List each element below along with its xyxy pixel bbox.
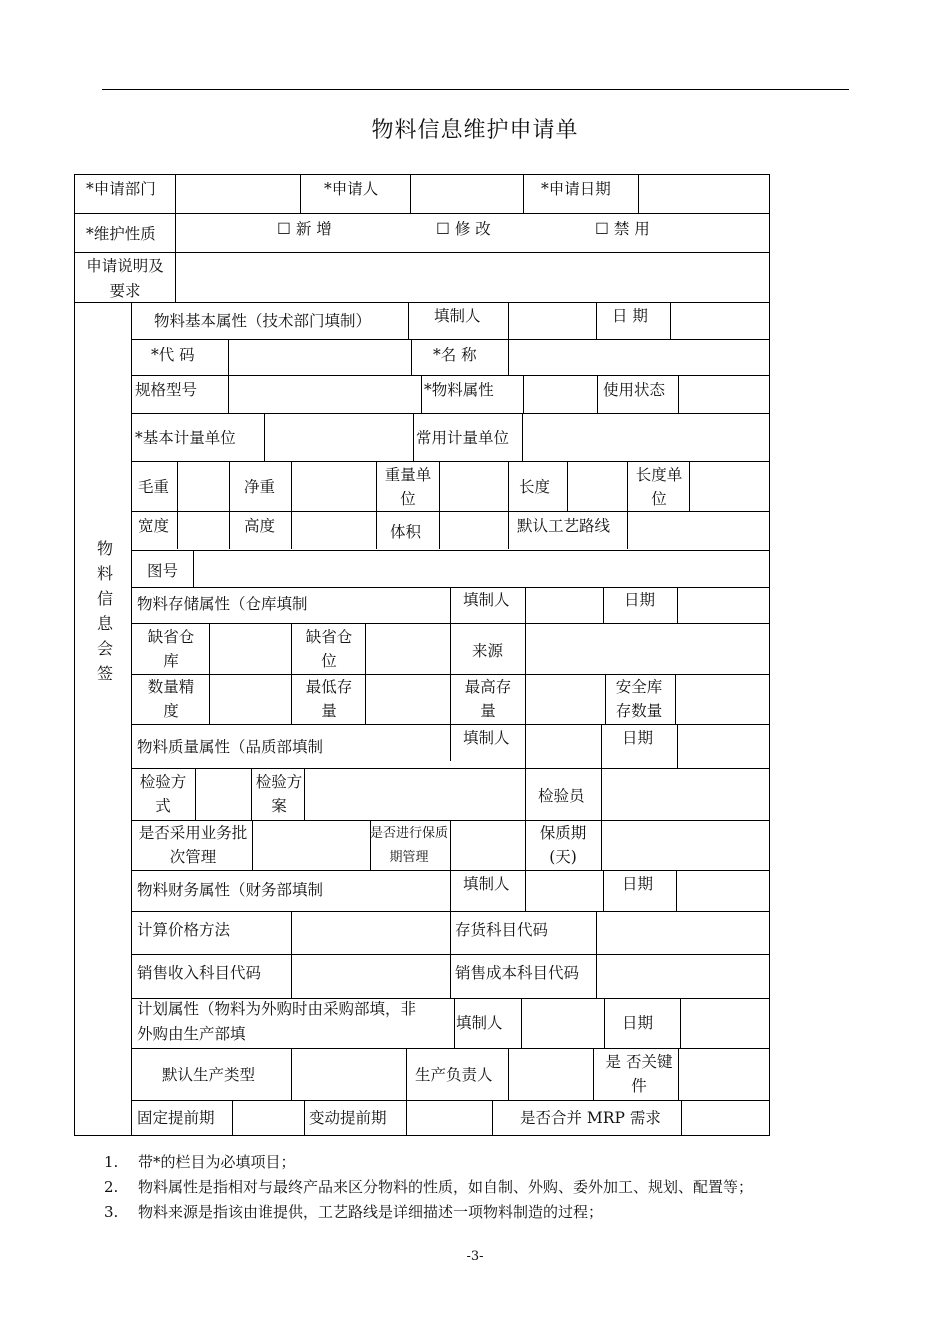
rule <box>131 1048 770 1049</box>
variable-lead-label: 变动提前期 <box>309 1109 387 1127</box>
rule <box>251 768 252 820</box>
rule <box>439 461 440 549</box>
apply-date-label: *申请日期 <box>541 180 611 198</box>
base-unit-label: *基本计量单位 <box>135 429 236 447</box>
rule <box>454 998 455 1048</box>
rule <box>304 1100 305 1135</box>
storage-date-label: 日期 <box>624 591 656 609</box>
key-part-label: 是 否关键件 <box>605 1053 673 1095</box>
weight-unit-label: 重量单位 <box>384 466 432 508</box>
rule <box>291 623 292 724</box>
rule <box>508 461 509 549</box>
rule <box>304 768 305 820</box>
rule <box>291 1048 292 1100</box>
net-weight-label: 净重 <box>244 478 276 496</box>
storage-header: 物料存储属性（仓库填制 <box>137 595 308 613</box>
shelf-mgmt-label: 是否进行保质期管理 <box>370 826 449 865</box>
note-text: 物料来源是指该由谁提供，工艺路线是详细描述一项物料制造的过程； <box>138 1203 604 1221</box>
basic-date-label: 日 期 <box>612 307 648 325</box>
rule <box>252 820 253 870</box>
code-label: *代 码 <box>151 346 195 364</box>
rule <box>525 768 526 870</box>
rule <box>411 339 412 375</box>
rule <box>229 461 230 549</box>
rule <box>523 375 524 413</box>
rule <box>492 1100 493 1135</box>
rule <box>605 674 606 724</box>
rule <box>603 870 604 911</box>
note-number: 1. <box>104 1153 119 1171</box>
rule <box>291 911 292 998</box>
storage-filler-label: 填制人 <box>463 591 510 609</box>
rule <box>567 461 568 511</box>
rule <box>678 1048 679 1100</box>
rule <box>131 413 770 414</box>
rule <box>410 174 411 213</box>
quality-date-label: 日期 <box>622 729 654 747</box>
shelf-life-label: 保质期(天) <box>539 824 587 866</box>
planning-date-label: 日期 <box>622 1014 654 1032</box>
rule <box>291 461 292 549</box>
fixed-lead-label: 固定提前期 <box>137 1109 215 1127</box>
rule <box>508 339 509 375</box>
rule <box>365 623 366 724</box>
nature-option-disable[interactable]: ☐ 禁 用 <box>595 220 650 238</box>
rule <box>193 550 194 587</box>
rule <box>521 998 522 1048</box>
note-number: 2. <box>104 1178 119 1196</box>
rule <box>525 870 526 911</box>
inspection-plan-label: 检验方案 <box>255 773 303 815</box>
rule <box>406 1048 407 1100</box>
inventory-code-label: 存货科目代码 <box>455 921 549 939</box>
rule <box>264 413 265 461</box>
drawing-no-label: 图号 <box>147 562 179 580</box>
default-warehouse-label: 缺省仓库 <box>147 628 195 670</box>
merge-mrp-label: 是否合并 MRP 需求 <box>520 1109 661 1127</box>
min-stock-label: 最低存量 <box>305 678 353 720</box>
rule <box>131 550 770 551</box>
rule <box>508 302 509 339</box>
rule <box>677 587 678 623</box>
usage-status-label: 使用状态 <box>603 381 666 399</box>
rule <box>131 461 770 462</box>
rule <box>596 302 597 339</box>
rule <box>74 252 770 253</box>
name-label: *名 称 <box>433 346 477 364</box>
sales-income-code-label: 销售收入科目代码 <box>137 964 262 982</box>
rule <box>689 461 690 511</box>
length-unit-label: 长度单位 <box>635 466 683 508</box>
quality-filler-label: 填制人 <box>463 729 510 747</box>
rule <box>601 768 602 870</box>
width-label: 宽度 <box>138 517 170 535</box>
rule <box>525 623 526 724</box>
rule <box>769 174 770 1136</box>
rule <box>627 461 628 549</box>
rule <box>195 768 196 820</box>
default-prod-type-label: 默认生产类型 <box>162 1066 256 1084</box>
rule <box>74 1135 770 1136</box>
rule <box>131 768 770 769</box>
basic-filler-label: 填制人 <box>434 307 481 325</box>
max-stock-label: 最高存量 <box>464 678 512 720</box>
rule <box>597 375 598 413</box>
prod-owner-label: 生产负责人 <box>415 1066 493 1084</box>
rule <box>413 413 414 461</box>
rule <box>406 1100 407 1135</box>
rule <box>603 587 604 623</box>
rule <box>74 302 770 303</box>
page-title: 物料信息维护申请单 <box>371 118 579 143</box>
rule <box>131 1100 770 1101</box>
rule <box>450 820 451 870</box>
finance-filler-label: 填制人 <box>463 875 510 893</box>
sales-cost-code-label: 销售成本科目代码 <box>455 964 580 982</box>
rule <box>74 174 75 1136</box>
rule <box>232 1100 233 1135</box>
quality-header: 物料质量属性（品质部填制 <box>137 738 324 756</box>
rule <box>74 213 770 214</box>
rule <box>228 339 229 375</box>
rule <box>450 587 451 761</box>
note-item <box>104 1150 753 1175</box>
planning-header-line2: 外购由生产部填 <box>137 1025 246 1043</box>
rule <box>421 375 422 413</box>
side-label: 物料信息会签 <box>96 539 113 683</box>
material-attr-label: *物料属性 <box>424 381 494 399</box>
rule <box>670 302 671 339</box>
top-rule <box>102 89 849 90</box>
rule <box>131 375 770 376</box>
pricing-method-label: 计算价格方法 <box>137 921 231 939</box>
rule <box>228 375 229 413</box>
rule <box>450 870 451 998</box>
common-unit-label: 常用计量单位 <box>416 429 510 447</box>
inspection-method-label: 检验方式 <box>139 773 187 815</box>
rule <box>676 870 677 911</box>
rule <box>675 674 676 724</box>
basic-header: 物料基本属性（技术部门填制） <box>154 312 372 330</box>
rule <box>376 461 377 549</box>
rule <box>209 623 210 724</box>
inspector-label: 检验员 <box>538 787 585 805</box>
safety-stock-label: 安全库存数量 <box>615 678 663 720</box>
default-location-label: 缺省仓位 <box>305 628 353 670</box>
finance-date-label: 日期 <box>622 875 654 893</box>
source-label: 来源 <box>472 642 504 660</box>
note-number: 3. <box>104 1203 119 1221</box>
volume-label: 体积 <box>390 523 422 541</box>
rule <box>680 998 681 1048</box>
rule <box>678 375 679 413</box>
default-route-label: 默认工艺路线 <box>517 517 611 535</box>
rule <box>74 174 770 175</box>
rule <box>681 1100 682 1135</box>
rule <box>408 302 409 339</box>
rule <box>604 998 605 1048</box>
dept-label: *申请部门 <box>86 180 156 198</box>
gross-weight-label: 毛重 <box>138 478 170 496</box>
note-text: 物料属性是指相对与最终产品来区分物料的性质，如自制、外购、委外加工、规划、配置等； <box>138 1178 754 1196</box>
planning-header-line1: 计划属性（物料为外购时由采购部填，非 <box>137 1000 417 1018</box>
page-number: -3- <box>466 1249 484 1264</box>
remark-label: 申请说明及要求 <box>86 257 164 300</box>
rule <box>638 174 639 213</box>
rule <box>525 587 526 623</box>
batch-mgmt-label: 是否采用业务批次管理 <box>138 824 248 866</box>
rule <box>175 174 176 302</box>
note-item <box>104 1175 753 1200</box>
length-label: 长度 <box>519 478 551 496</box>
rule <box>177 461 178 549</box>
rule <box>601 724 602 768</box>
rule <box>300 174 301 213</box>
finance-header: 物料财务属性（财务部填制 <box>137 881 324 899</box>
rule <box>596 911 597 998</box>
rule <box>131 302 132 1135</box>
application-form <box>74 174 770 1136</box>
nature-option-new[interactable]: ☐ 新 增 <box>277 220 332 238</box>
rule <box>677 724 678 768</box>
rule <box>131 511 770 512</box>
rule <box>522 413 523 461</box>
rule <box>593 1048 594 1100</box>
qty-precision-label: 数量精度 <box>147 678 195 720</box>
note-text: 带*的栏目为必填项目； <box>138 1153 296 1171</box>
spec-label: 规格型号 <box>135 381 198 399</box>
rule <box>508 1048 509 1100</box>
rule <box>525 724 526 768</box>
nature-label: *维护性质 <box>86 225 156 243</box>
notes-list <box>104 1150 753 1225</box>
rule <box>131 339 770 340</box>
applicant-label: *申请人 <box>324 180 379 198</box>
planning-filler-label: 填制人 <box>456 1014 503 1032</box>
nature-option-modify[interactable]: ☐ 修 改 <box>436 220 491 238</box>
rule <box>523 174 524 213</box>
note-item <box>104 1200 753 1225</box>
height-label: 高度 <box>244 517 276 535</box>
